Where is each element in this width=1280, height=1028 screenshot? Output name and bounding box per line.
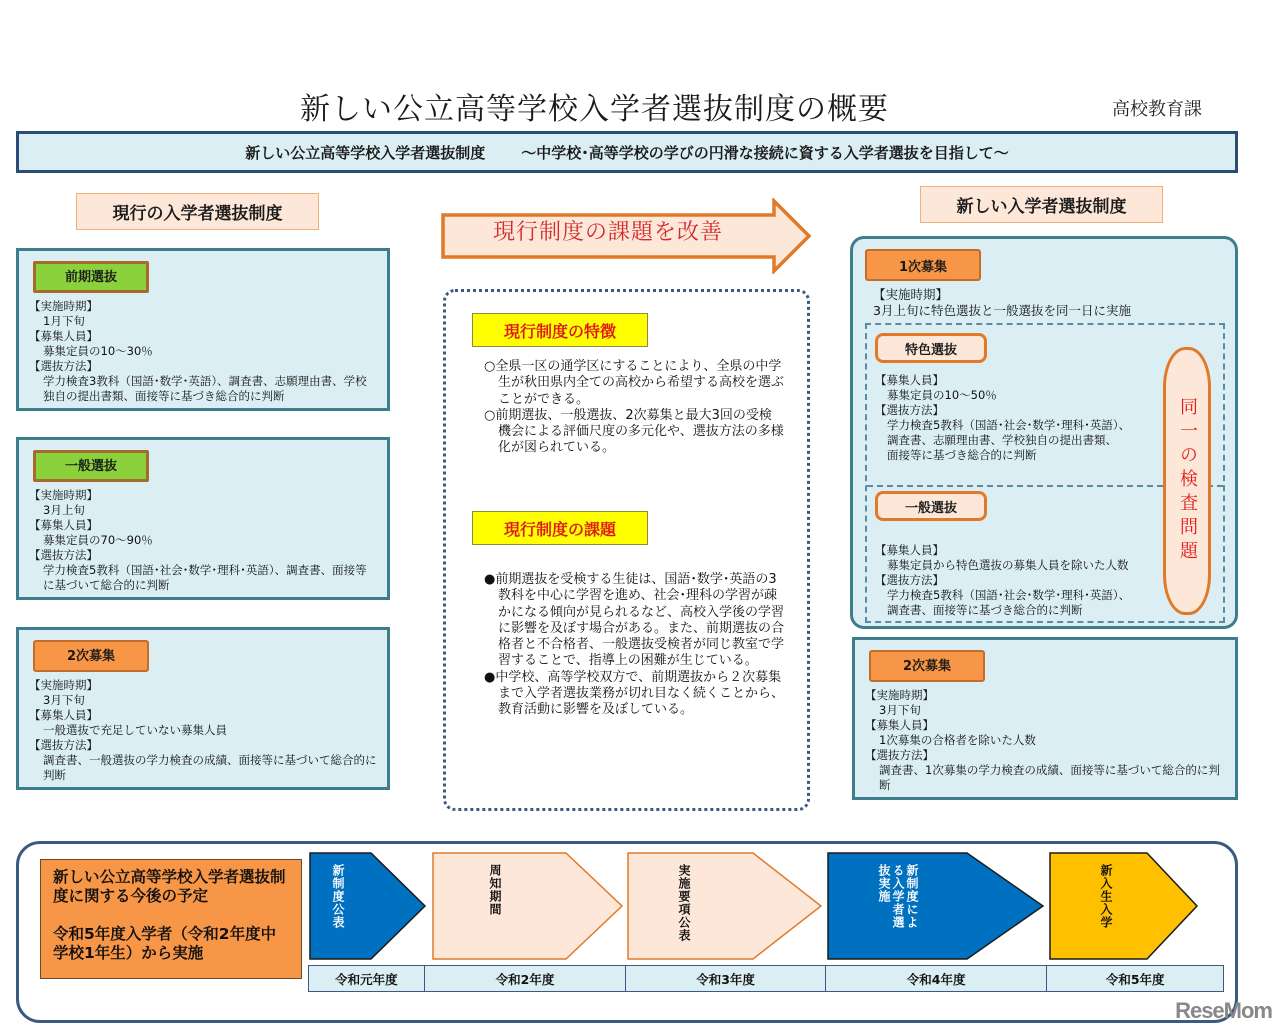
year-cell: 令和元年度 [309,966,425,991]
phase-label: 新制度公表 [331,864,345,929]
when-value: 3月下旬 [43,693,85,707]
method-head: 【選抜方法】 [29,548,98,562]
when-value: 3月上旬 [43,503,85,517]
when-head: 【実施時期】 [873,287,949,302]
card-early-selection [16,248,390,411]
year-cell: 令和2年度 [425,966,627,991]
when-head: 【実施時期】 [29,678,98,692]
current-system-label: 現行の入学者選抜制度 [76,193,319,230]
when-head: 【実施時期】 [29,299,98,313]
watermark-logo: ReseMom [1175,998,1272,1023]
quota-value: 募集定員の10～30％ [43,344,153,358]
tag-early-selection: 前期選抜 [33,261,149,293]
quota-value: 一般選抜で充足していない募集人員 [43,723,227,737]
general-selection-details [875,543,1130,618]
year-cell: 令和5年度 [1105,971,1165,987]
method-head: 【選抜方法】 [29,738,98,752]
quota-head: 【募集人員】 [29,708,98,722]
chevron-arrow-icon [627,852,823,960]
method-line: 調査書、志願理由書、学校独自の提出書類、 [887,433,1117,447]
method-head: 【選抜方法】 [865,748,934,762]
when-value: 1月下旬 [43,314,85,328]
feature-item: ○全県一区の通学区にすることにより、全県の中学生が秋田県内全ての高校から希望する高校を選ぶことができる。 [484,359,785,407]
subtitle-banner [16,131,1238,173]
when-value: 3月上旬に特色選抜と一般選抜を同一日に実施 [873,303,1131,318]
chevron-arrow-icon [827,852,1045,960]
tag-general-selection: 一般選抜 [33,450,149,482]
year-cell: 令和4年度 [826,966,1048,991]
method-value: 学力検査3教科（国語･数学･英語）、調査書、志願理由書、学校独自の提出書類、面接等に基づき総合的に判断 [43,374,367,403]
same-test-label: 同一の検査問題 [1177,397,1198,565]
tag-first-round: 1次募集 [865,249,981,281]
schedule-timeline [16,841,1238,1023]
first-round-panel [850,236,1238,629]
schedule-summary [40,859,302,979]
issues-title: 現行制度の課題 [472,511,648,545]
method-value: 調査書、1次募集の学力検査の成績、面接等に基づいて総合的に判断 [879,763,1220,792]
same-test-badge [1163,347,1211,615]
improvement-arrow [440,198,812,274]
card-general-selection [16,437,390,600]
card-new-second-recruitment [852,637,1238,800]
schedule-note: 令和5年度入学者（令和2年度中学校1年生）から実施 [53,925,277,962]
method-head: 【選抜方法】 [875,573,944,587]
new-system-label: 新しい入学者選抜制度 [920,186,1163,223]
method-value: 調査書、一般選抜の学力検査の成績、面接等に基づいて総合的に判断 [43,753,377,782]
feature-item: ○前期選抜、一般選抜、2次募集と最大3回の受検機会による評価尺度の多元化や、選抜方法の多様化が図られている。 [484,407,784,456]
department-label: 高校教育課 [1112,99,1202,120]
chevron-arrow-icon [309,852,427,960]
chevron-arrow-icon [432,852,624,960]
banner-sub: ～中学校･高等学校の学びの円滑な接続に資する入学者選抜を目指して～ [521,143,1009,162]
method-head: 【選抜方法】 [29,359,98,373]
method-line: 学力検査5教科（国語･社会･数学･理科･英語）、 [887,418,1131,432]
quota-head: 【募集人員】 [865,718,934,732]
quota-head: 【募集人員】 [29,518,98,532]
year-cell: 令和3年度 [626,966,826,991]
phase-announcement [309,852,427,960]
tag-new-second-recruitment: 2次募集 [869,650,985,682]
features-list [484,359,784,457]
tag-second-recruitment: 2次募集 [33,640,149,672]
tag-special-selection: 特色選抜 [875,333,987,363]
issue-item: ●前期選抜を受検する生徒は、国語･数学･英語の3教科を中心に学習を進め、社会･理科の学習が疎かになる傾向が見られるなど、高校入学後の学習に影響を及ぼす場合がある。また、前期選抜の合格者と不合格者、一般選抜受検者が同じ教室で学習することで、指導上の困難が生じている。 [484,572,785,669]
tag-general-selection-new: 一般選抜 [875,491,987,521]
schedule-title: 新しい公立高等学校入学者選抜制度に関する今後の予定 [53,868,286,905]
quota-value: 募集定員から特色選抜の募集人員を除いた人数 [887,558,1129,572]
method-value: 学力検査5教科（国語･社会･数学･理科･英語）、調査書、面接等に基づいて総合的に判断 [43,563,367,592]
when-value: 3月下旬 [879,703,921,717]
first-round-when [873,287,1131,319]
banner-main: 新しい公立高等学校入学者選抜制度 [245,143,486,162]
phase-label: 周知期間 [488,864,502,916]
special-selection-details [875,373,1130,463]
phase-label: 新入生入学 [1099,864,1113,929]
phase-implementation [827,852,1045,960]
quota-value: 募集定員の10～50％ [887,388,997,402]
method-line: 面接等に基づき総合的に判断 [887,448,1037,462]
issue-item: ●中学校、高等学校双方で、前期選抜から２次募集まで入学者選抜業務が切れ目なく続くことから、教育活動に影響を及ぼしている。 [484,669,785,718]
phase-awareness [432,852,624,960]
phase-label: 実施要項公表 [677,864,691,942]
quota-head: 【募集人員】 [875,543,944,557]
phase-new-students [1049,852,1199,960]
issues-list [484,572,784,719]
features-title: 現行制度の特徴 [472,313,648,347]
quota-head: 【募集人員】 [29,329,98,343]
quota-value: 募集定員の70～90％ [43,533,153,547]
current-system-analysis [443,289,810,811]
selection-types-group [865,323,1225,623]
quota-value: 1次募集の合格者を除いた人数 [879,733,1036,747]
method-head: 【選抜方法】 [875,403,944,417]
method-line: 調査書、面接等に基づき総合的に判断 [887,603,1083,617]
arrow-label: 現行制度の課題を改善 [492,220,723,245]
quota-head: 【募集人員】 [875,373,944,387]
when-head: 【実施時期】 [865,688,934,702]
when-head: 【実施時期】 [29,488,98,502]
chevron-arrow-icon [1049,852,1199,960]
card-second-recruitment [16,627,390,790]
fiscal-year-row [308,965,1224,992]
phase-label: 新制度による入学者選抜実施 [877,864,919,929]
method-line: 学力検査5教科（国語･社会･数学･理科･英語）、 [887,588,1131,602]
phase-guidelines [627,852,823,960]
page-title: 新しい公立高等学校入学者選抜制度の概要 [300,92,889,127]
